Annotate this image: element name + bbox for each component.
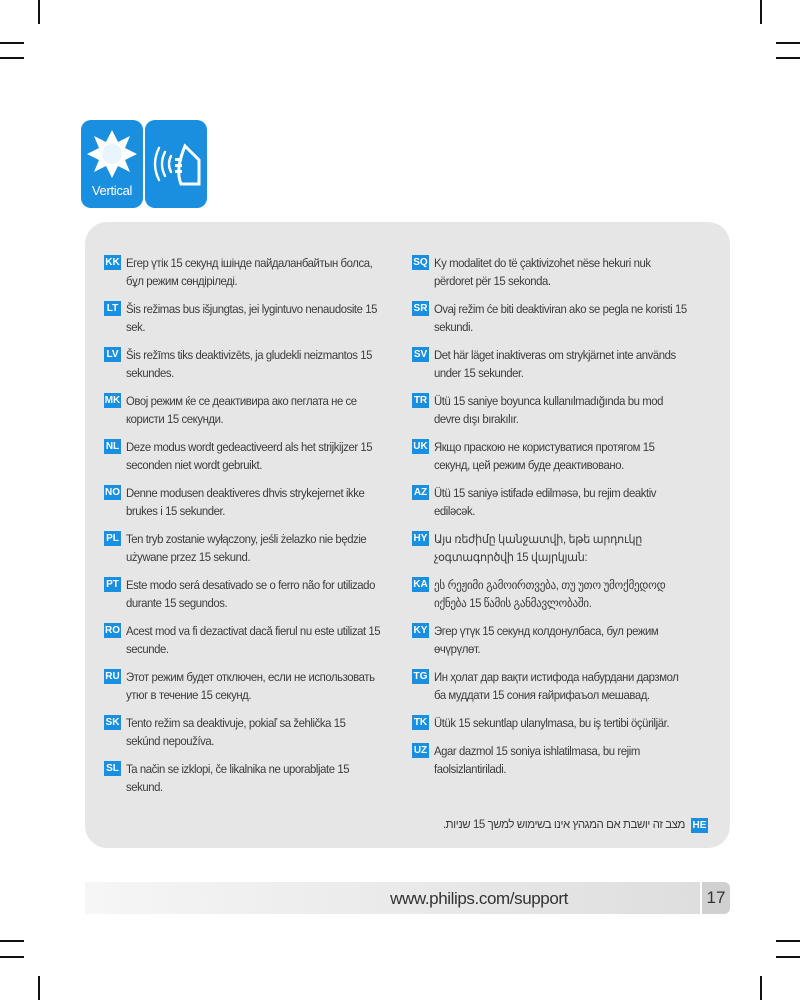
crop-mark <box>0 57 24 59</box>
lang-entry-tk <box>412 714 708 732</box>
lang-text: Егер үтік 15 секунд ішінде пайдаланбайтын болса, бұл режим сөндіріледі. <box>126 256 373 288</box>
lang-entry-ru <box>104 668 400 704</box>
lang-text: Deze modus wordt gedeactiveerd als het strijkijzer 15 seconden niet wordt gebruikt. <box>126 440 373 472</box>
crop-mark <box>0 956 24 958</box>
lang-text: Acest mod va fi dezactivat dacă fierul nu este utilizat 15 secunde. <box>126 624 381 656</box>
lang-text: Ovaj režim će biti deaktiviran ako se pegla ne koristi 15 sekundi. <box>434 302 687 334</box>
lang-entry-he <box>412 816 708 834</box>
lang-code-badge: PL <box>104 531 121 546</box>
lang-text: Šis režīms tiks deaktivizēts, ja gludekli neizmantos 15 sekundes. <box>126 348 372 380</box>
lang-entry-uz <box>412 742 708 778</box>
lang-text: Ütü 15 saniyə istifadə edilməsə, bu rejim deaktiv ediləcək. <box>434 486 657 518</box>
lang-text: Ütük 15 sekuntlap ulanylmasa, bu iş tertibi öçüriljär. <box>434 716 670 730</box>
lang-text: Этот режим будет отключен, если не использовать утюг в течение 15 секунд. <box>126 670 375 702</box>
lang-entry-pt <box>104 576 400 612</box>
lang-code-badge: AZ <box>413 487 428 498</box>
lang-code-badge: TR <box>413 395 428 406</box>
lang-entry-lv <box>104 346 400 382</box>
lang-code-badge: TG <box>413 671 428 682</box>
lang-text: Ütü 15 saniye boyunca kullanılmadığında bu mod devre dışı bırakılır. <box>434 394 664 426</box>
lang-text: Якщо праскою не користуватися протягом 15 секунд, цей режим буде деактивовано. <box>434 440 655 472</box>
crop-mark <box>776 57 800 59</box>
lang-code-badge: SK <box>105 717 120 728</box>
icon-caption: Vertical <box>91 183 133 198</box>
lang-code-badge: UZ <box>413 745 428 756</box>
lang-text: Denne modusen deaktiveres dhvis strykejernet ikke brukes i 15 sekunder. <box>126 486 365 518</box>
lang-entry-pl <box>104 530 400 566</box>
lang-text: Šis režimas bus išjungtas, jei lygintuvo nenaudosite 15 sek. <box>126 302 378 334</box>
lang-code-badge: KK <box>105 257 120 268</box>
lang-entry-ka <box>412 576 708 612</box>
lang-code-badge: NO <box>105 487 120 498</box>
lang-entry-sq <box>412 254 708 290</box>
lang-code-badge: LV <box>104 347 121 362</box>
lang-entry-no <box>104 484 400 520</box>
lang-entry-sr <box>412 300 708 336</box>
lang-code-badge: PT <box>104 577 121 592</box>
lang-code-badge: TK <box>413 717 428 728</box>
lang-text: Ten tryb zostanie wyłączony, jeśli żelazko nie będzie używane przez 15 sekund. <box>126 532 367 564</box>
lang-code-badge: RO <box>105 625 120 636</box>
lang-code-badge: LT <box>104 301 121 316</box>
lang-code-badge: NL <box>105 441 120 452</box>
page-number: 17 <box>702 882 730 914</box>
crop-mark <box>776 42 800 44</box>
lang-text: ეს რეჟიმი გამოირთვება, თუ უთო უმოქმედოდ იქნება 15 წამის განმავლობაში. <box>434 578 666 610</box>
steam-spray-iron-icon <box>145 120 207 208</box>
lang-code-badge: HY <box>413 533 428 544</box>
lang-entry-lt <box>104 300 400 336</box>
lang-entry-hy <box>412 530 708 566</box>
crop-mark <box>760 0 762 24</box>
lang-code-badge: KA <box>413 579 428 590</box>
lang-code-badge: SR <box>413 303 428 314</box>
lang-text: Ta način se izklopi, če likalnika ne uporabljate 15 sekund. <box>126 762 350 794</box>
lang-entry-kk <box>104 254 400 290</box>
lang-text: Овој режим ќе се деактивира ако пеглата не се користи 15 секунди. <box>126 394 357 426</box>
lang-text: Ky modalitet do të çaktivizohet nëse hekuri nuk përdoret për 15 sekonda. <box>434 256 651 288</box>
lang-entry-ky <box>412 622 708 658</box>
crop-mark <box>776 956 800 958</box>
lang-entry-nl <box>104 438 400 474</box>
crop-mark <box>760 976 762 1000</box>
lang-entry-az <box>412 484 708 520</box>
lang-text: Det här läget inaktiveras om strykjärnet inte används under 15 sekunder. <box>434 348 676 380</box>
lang-entry-sl <box>104 760 400 796</box>
lang-text: Tento režim sa deaktivuje, pokiaľ sa žehlička 15 sekúnd nepoužíva. <box>126 716 346 748</box>
lang-text: Este modo será desativado se o ferro não for utilizado durante 15 segundos. <box>126 578 375 610</box>
lang-entry-ro <box>104 622 400 658</box>
crop-mark <box>38 0 40 24</box>
lang-entry-sk <box>104 714 400 750</box>
lang-code-badge: HE <box>692 820 707 831</box>
crop-mark <box>38 976 40 1000</box>
lang-entry-tg <box>412 668 708 704</box>
lang-code-badge: RU <box>105 671 120 682</box>
support-url: www.philips.com/support <box>390 889 568 908</box>
lang-text: Эгер үтүк 15 секунд колдонулбаса, бул режим өчүрүлөт. <box>434 624 659 656</box>
lang-text: Agar dazmol 15 soniya ishlatilmasa, bu rejim faolsizlantiriladi. <box>434 744 640 776</box>
crop-mark <box>0 940 24 942</box>
lang-text: Այս ռեժիմը կանջատվի, եթե արդուկը չօգտագործվի 15 վայրկյան: <box>434 532 643 564</box>
lang-entry-sv <box>412 346 708 382</box>
lang-entry-uk <box>412 438 708 474</box>
lang-code-badge: MK <box>104 395 121 406</box>
lang-code-badge: KY <box>413 625 428 636</box>
lang-code-badge: SQ <box>413 257 428 268</box>
vertical-steam-icon <box>81 120 143 208</box>
crop-mark <box>0 42 24 44</box>
lang-code-badge: SV <box>413 349 428 360</box>
lang-text: מצב זה יושבת אם המגהץ אינו בשימוש למשך 15 שניות. <box>442 819 685 831</box>
right-language-column <box>412 254 708 778</box>
left-language-column <box>104 254 400 796</box>
lang-code-badge: SL <box>104 761 121 776</box>
lang-entry-mk <box>104 392 400 428</box>
lang-text: Ин ҳолат дар вақти истифода набурдани дарзмол ба муддати 15 сония ғайрифаъол мешавад. <box>434 670 679 702</box>
crop-mark <box>776 940 800 942</box>
lang-entry-tr <box>412 392 708 428</box>
lang-code-badge: UK <box>413 441 428 452</box>
